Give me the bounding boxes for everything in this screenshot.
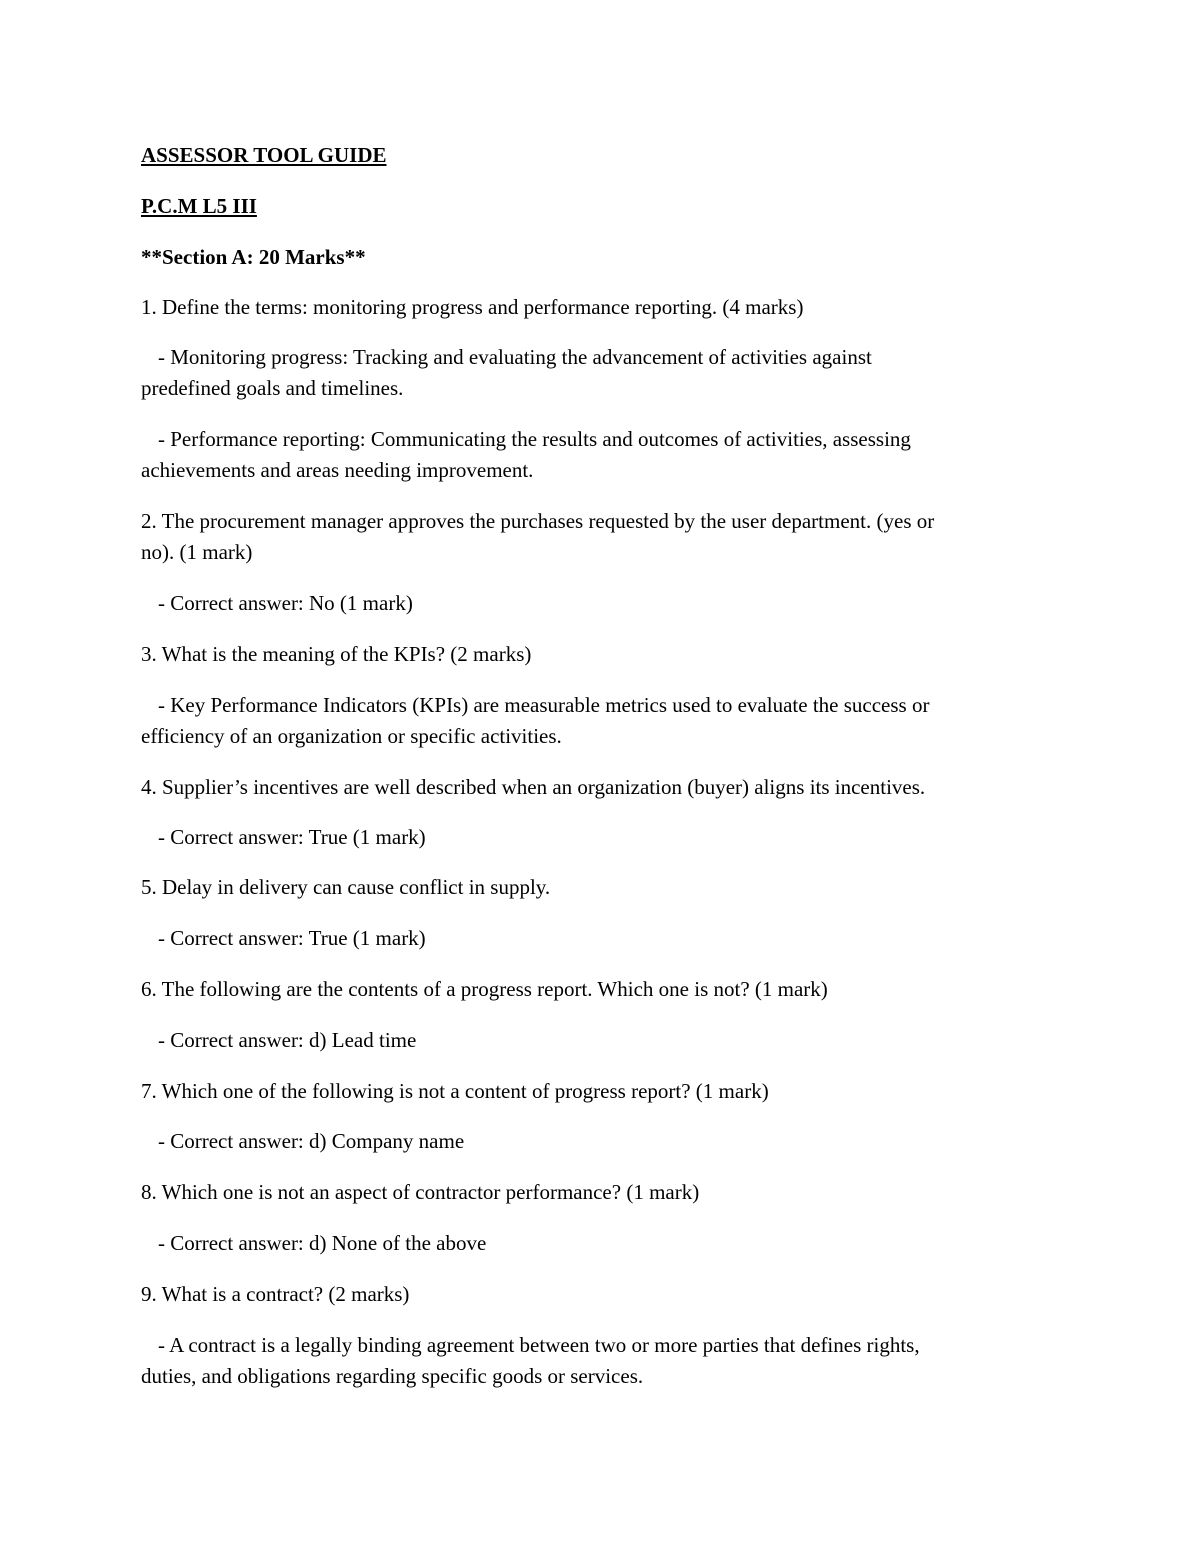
section-heading: **Section A: 20 Marks**: [141, 245, 366, 269]
document-subtitle: P.C.M L5 III: [141, 194, 257, 218]
question-2: 2. The procurement manager approves the purchases requested by the user department. (yes or: [141, 509, 935, 533]
answer-5: - Correct answer: True (1 mark): [158, 926, 426, 950]
answer-3: - Key Performance Indicators (KPIs) are measurable metrics used to evaluate the success or: [158, 693, 930, 717]
question-9: 9. What is a contract? (2 marks): [141, 1282, 410, 1306]
document-page: [141, 0, 1041, 1553]
answer-9-cont: duties, and obligations regarding specific goods or services.: [141, 1364, 644, 1388]
answer-7: - Correct answer: d) Company name: [158, 1129, 465, 1153]
question-3: 3. What is the meaning of the KPIs? (2 marks): [141, 642, 532, 666]
answer-1a-cont: predefined goals and timelines.: [141, 376, 404, 400]
answer-9: - A contract is a legally binding agreement between two or more parties that defines rights,: [158, 1333, 920, 1357]
question-2-cont: no). (1 mark): [141, 540, 253, 564]
question-4: 4. Supplier’s incentives are well described when an organization (buyer) aligns its incentives.: [141, 775, 926, 799]
answer-6: - Correct answer: d) Lead time: [158, 1028, 417, 1052]
answer-1b: - Performance reporting: Communicating the results and outcomes of activities, assessing: [158, 427, 911, 451]
question-1: 1. Define the terms: monitoring progress and performance reporting. (4 marks): [141, 295, 804, 319]
answer-8: - Correct answer: d) None of the above: [158, 1231, 487, 1255]
question-7: 7. Which one of the following is not a content of progress report? (1 mark): [141, 1079, 769, 1103]
answer-2: - Correct answer: No (1 mark): [158, 591, 413, 615]
answer-3-cont: efficiency of an organization or specific activities.: [141, 724, 562, 748]
answer-1a: - Monitoring progress: Tracking and evaluating the advancement of activities against: [158, 345, 872, 369]
question-6: 6. The following are the contents of a progress report. Which one is not? (1 mark): [141, 977, 828, 1001]
question-5: 5. Delay in delivery can cause conflict in supply.: [141, 875, 551, 899]
document-title: ASSESSOR TOOL GUIDE: [141, 143, 387, 167]
question-8: 8. Which one is not an aspect of contractor performance? (1 mark): [141, 1180, 700, 1204]
answer-1b-cont: achievements and areas needing improvement.: [141, 458, 534, 482]
answer-4: - Correct answer: True (1 mark): [158, 825, 426, 849]
